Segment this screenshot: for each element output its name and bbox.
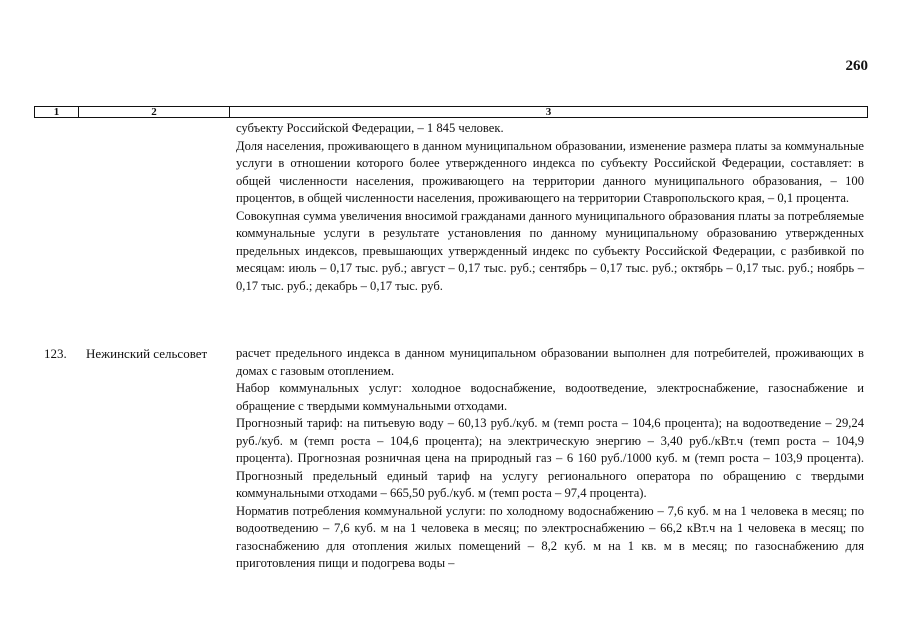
entry-paragraph: Набор коммунальных услуг: холодное водоснабжение, водоотведение, электроснабжение, газоснабжение и обращение с твердыми коммунальными отходами. xyxy=(236,381,864,413)
entry-paragraph: Прогнозный тариф: на питьевую воду – 60,13 руб./куб. м (темп роста – 104,6 процента); на водоотведение – 29,24 руб./куб. м (темп роста – 104,6 процента); на электрическую энергию – 3,40 руб./кВт.ч (темп роста – 104,9 процента). Прогнозная розничная цена на природный газ – 6 160 руб./1000 куб. м (темп роста – 103,9 процента). Прогнозный предельный единый тариф на услугу регионального оператора по обращению с твердыми коммунальными отходами – 665,50 руб./куб. м (темп роста – 97,4 процента). xyxy=(236,416,864,500)
entry-paragraph: расчет предельного индекса в данном муниципальном образовании выполнен для потребителей, проживающих в домах с газовым отоплением. xyxy=(236,346,864,378)
continued-paragraph: субъекту Российской Федерации, – 1 845 человек. xyxy=(236,121,504,135)
table-header-col-3: 3 xyxy=(545,106,552,118)
continued-entry-text xyxy=(236,120,864,295)
entry-text xyxy=(236,345,864,573)
entry-paragraph: Норматив потребления коммунальной услуги: по холодному водоснабжению – 7,6 куб. м на 1 человека в месяц; по водоотведению – 7,6 куб. м на 1 человека в месяц; по электроснабжению – 66,2 кВт.ч на 1 человека в месяц; по газоснабжению для отопления жилых помещений – 8,2 куб. м на 1 кв. м в месяц; по газоснабжению для приготовления пищи и подогрева воды – xyxy=(236,503,864,570)
municipality-name: Нежинский сельсовет xyxy=(86,346,208,361)
table-header-row xyxy=(34,106,868,118)
table-header-col-1: 1 xyxy=(35,107,79,117)
entry-number: 123. xyxy=(44,346,67,361)
table-header-col-2: 2 xyxy=(79,107,230,117)
page-number: 260 xyxy=(845,58,868,74)
continued-paragraph: Доля населения, проживающего в данном муниципальном образовании, изменение размера платы за коммунальные услуги в отношении которого более утвержденного индекса по субъекту Российской Федерации, составляет: в общей численности населения, проживающего на территории данного муниципального образования, – 100 процентов, в общей численности населения, проживающего на территории Ставропольского края, – 0,1 процента. xyxy=(236,138,864,205)
continued-paragraph: Совокупная сумма увеличения вносимой гражданами данного муниципального образования платы за потребляемые коммунальные услуги в результате установления по данному муниципальному образованию утвержденных предельных индексов, превышающих утвержденный индекс по субъекту Российской Федерации, с разбивкой по месяцам: июль – 0,17 тыс. руб.; август – 0,17 тыс. руб.; сентябрь – 0,17 тыс. руб.; октябрь – 0,17 тыс. руб.; ноябрь – 0,17 тыс. руб.; декабрь – 0,17 тыс. руб. xyxy=(236,208,864,293)
